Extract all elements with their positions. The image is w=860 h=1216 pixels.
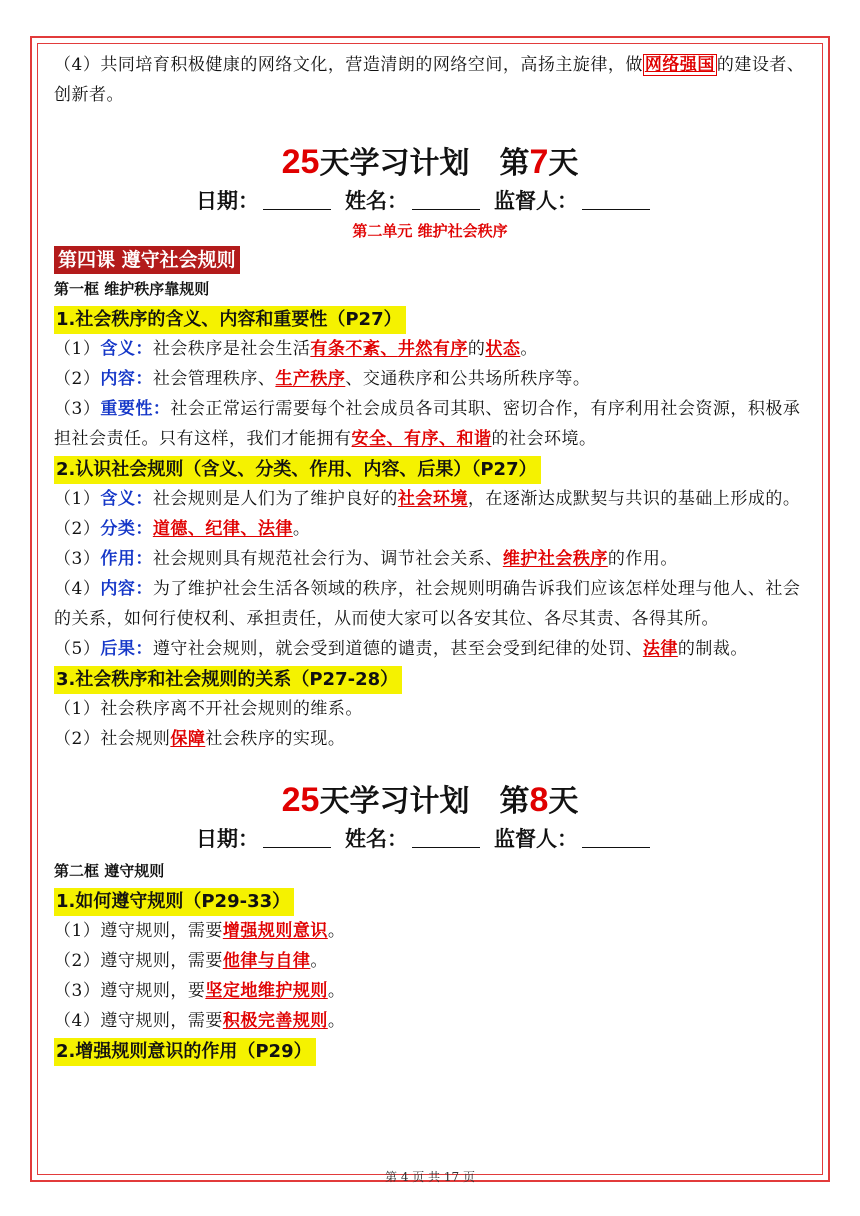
day7-unit-title: 第二单元 维护社会秩序 bbox=[352, 222, 508, 240]
day7-day-prefix: 第 bbox=[499, 146, 530, 181]
item-highlight: 保障 bbox=[170, 729, 206, 749]
item-keyword: 内容： bbox=[100, 369, 153, 389]
day7-s2-item5 bbox=[54, 634, 806, 664]
day8-date-label: 日期： bbox=[196, 827, 259, 851]
item-keyword: 后果： bbox=[100, 639, 153, 659]
day7-name-blank bbox=[412, 187, 480, 210]
item-number: （3） bbox=[54, 399, 101, 419]
item-highlight: 积极完善规则 bbox=[222, 1011, 328, 1031]
day8-s1-item4 bbox=[54, 1006, 806, 1036]
item-text: 。 bbox=[327, 921, 346, 941]
day7-s1-item3 bbox=[54, 394, 806, 454]
day7-date-blank bbox=[263, 187, 331, 210]
item-text: （2）社会规则 bbox=[54, 729, 171, 749]
item-highlight: 社会环境 bbox=[397, 489, 468, 509]
day7-title-text: 天学习计划 bbox=[319, 146, 470, 181]
item-number: （1） bbox=[54, 489, 101, 509]
item-text: 遵守社会规则，就会受到道德的谴责，甚至会受到纪律的处罚、 bbox=[152, 639, 643, 659]
day7-supervisor-blank bbox=[582, 187, 650, 210]
item-number: （2） bbox=[54, 369, 101, 389]
item-text: 的社会环境。 bbox=[491, 429, 597, 449]
item-text: 。 bbox=[327, 981, 346, 1001]
intro-highlight: 网络强国 bbox=[644, 55, 715, 75]
intro-text: （4）共同培育积极健康的网络文化，营造清朗的网络空间，高扬主旋律，做 bbox=[54, 55, 643, 75]
item-highlight: 有条不紊 bbox=[310, 339, 381, 359]
day7-day-number: 7 bbox=[529, 143, 549, 181]
item-keyword: 含义： bbox=[100, 489, 153, 509]
day8-supervisor-blank bbox=[582, 825, 650, 848]
day8-name-label: 姓名： bbox=[345, 827, 408, 851]
day7-supervisor-label: 监督人： bbox=[494, 189, 578, 213]
day8-s1-item1 bbox=[54, 916, 806, 946]
day8-day-suffix: 天 bbox=[548, 784, 579, 819]
item-keyword: 分类： bbox=[100, 519, 153, 539]
day7-s2-item4 bbox=[54, 574, 806, 634]
item-highlight: 增强规则意识 bbox=[222, 921, 328, 941]
intro-paragraph bbox=[54, 50, 806, 110]
item-highlight: 坚定地维护规则 bbox=[205, 981, 328, 1001]
item-number: （5） bbox=[54, 639, 101, 659]
day7-lesson-title: 第四课 遵守社会规则 bbox=[54, 246, 240, 274]
item-highlight: 道德、纪律、法律 bbox=[152, 519, 293, 539]
item-number: （3） bbox=[54, 549, 101, 569]
day7-plan-title bbox=[54, 140, 806, 184]
day7-s3-item1: （1）社会秩序离不开社会规则的维系。 bbox=[54, 699, 363, 719]
item-text: 社会管理秩序、 bbox=[152, 369, 276, 389]
item-text: 社会规则是人们为了维护良好的 bbox=[152, 489, 398, 509]
item-text: （4）遵守规则，需要 bbox=[54, 1011, 223, 1031]
day7-title-number: 25 bbox=[281, 143, 320, 181]
item-text: 。 bbox=[310, 951, 328, 971]
day7-section3-title: 3.社会秩序和社会规则的关系（P27-28） bbox=[54, 666, 402, 694]
day8-title-text: 天学习计划 bbox=[319, 784, 470, 819]
item-separator: 、 bbox=[380, 339, 398, 359]
page-footer: 第 4 页 共 17 页 bbox=[385, 1170, 475, 1184]
day8-section1-title: 1.如何遵守规则（P29-33） bbox=[54, 888, 294, 916]
day7-s3-item2 bbox=[54, 724, 806, 754]
day7-day-suffix: 天 bbox=[548, 146, 579, 181]
day8-frame-title: 第二框 遵守规则 bbox=[54, 862, 165, 880]
item-number: （2） bbox=[54, 519, 101, 539]
day7-name-label: 姓名： bbox=[345, 189, 408, 213]
item-keyword: 含义： bbox=[100, 339, 153, 359]
day8-section2-title: 2.增强规则意识的作用（P29） bbox=[54, 1038, 316, 1066]
item-text: 社会秩序是社会生活 bbox=[152, 339, 311, 359]
item-text: 社会秩序的实现。 bbox=[205, 729, 346, 749]
day7-s2-item1 bbox=[54, 484, 806, 514]
item-text: 为了维护社会生活各领域的秩序，社会规则明确告诉我们应该怎样处理与他人、社会的关系，如何行使权利、承担责任，从而使大家可以各安其位、各尽其责、各得其所。 bbox=[54, 579, 801, 629]
item-text: 的 bbox=[467, 339, 486, 359]
item-text: 的制裁。 bbox=[677, 639, 748, 659]
item-text: 。 bbox=[292, 519, 311, 539]
day8-s1-item3 bbox=[54, 976, 806, 1006]
item-text: 。 bbox=[520, 339, 538, 359]
item-number: （4） bbox=[54, 579, 101, 599]
item-highlight: 维护社会秩序 bbox=[502, 549, 608, 569]
document-content bbox=[54, 50, 806, 1066]
day7-section1-title: 1.社会秩序的含义、内容和重要性（P27） bbox=[54, 306, 406, 334]
item-separator: 、 bbox=[386, 429, 404, 449]
item-highlight: 法律 bbox=[642, 639, 678, 659]
item-text: 的作用。 bbox=[607, 549, 678, 569]
item-highlight: 和谐 bbox=[456, 429, 492, 449]
item-text: （1）遵守规则，需要 bbox=[54, 921, 223, 941]
item-keyword: 重要性： bbox=[100, 399, 171, 419]
item-separator: 、 bbox=[439, 429, 457, 449]
day7-s1-item2 bbox=[54, 364, 806, 394]
item-highlight: 生产秩序 bbox=[275, 369, 346, 389]
item-number: （1） bbox=[54, 339, 101, 359]
day8-date-blank bbox=[263, 825, 331, 848]
day7-date-label: 日期： bbox=[196, 189, 259, 213]
item-text: （3）遵守规则，要 bbox=[54, 981, 206, 1001]
item-text: 社会规则具有规范社会行为、调节社会关系、 bbox=[152, 549, 503, 569]
day7-s2-item2 bbox=[54, 514, 806, 544]
day7-s2-item3 bbox=[54, 544, 806, 574]
day8-name-blank bbox=[412, 825, 480, 848]
day8-day-prefix: 第 bbox=[499, 784, 530, 819]
item-keyword: 内容： bbox=[100, 579, 153, 599]
day8-title-number: 25 bbox=[281, 781, 320, 819]
item-text: 。 bbox=[327, 1011, 346, 1031]
item-highlight: 井然有序 bbox=[397, 339, 468, 359]
item-highlight: 状态 bbox=[485, 339, 521, 359]
day8-plan-title bbox=[54, 778, 806, 822]
item-text: 、交通秩序和公共场所秩序等。 bbox=[345, 369, 591, 389]
day8-day-number: 8 bbox=[529, 781, 549, 819]
item-highlight: 他律与自律 bbox=[222, 951, 311, 971]
item-text: ，在逐渐达成默契与共识的基础上形成的。 bbox=[467, 489, 801, 509]
item-highlight: 安全 bbox=[351, 429, 387, 449]
item-highlight: 有序 bbox=[404, 429, 439, 449]
day7-s1-item1 bbox=[54, 334, 806, 364]
day8-s1-item2 bbox=[54, 946, 806, 976]
day8-info-line bbox=[54, 822, 806, 856]
day7-info-line bbox=[54, 184, 806, 218]
day7-section2-title: 2.认识社会规则（含义、分类、作用、内容、后果）（P27） bbox=[54, 456, 541, 484]
day8-supervisor-label: 监督人： bbox=[494, 827, 578, 851]
item-keyword: 作用： bbox=[100, 549, 153, 569]
item-text: 社会正常运行需要每个社会成员各司其职、密切合作，有序利用社会资源，积极承担社会责任。只有这样，我们才能拥有 bbox=[54, 399, 801, 449]
day7-frame-title: 第一框 维护秩序靠规则 bbox=[54, 280, 210, 298]
item-text: （2）遵守规则，需要 bbox=[54, 951, 223, 971]
intro-text-end: 的建设者、创新者。 bbox=[54, 55, 805, 105]
